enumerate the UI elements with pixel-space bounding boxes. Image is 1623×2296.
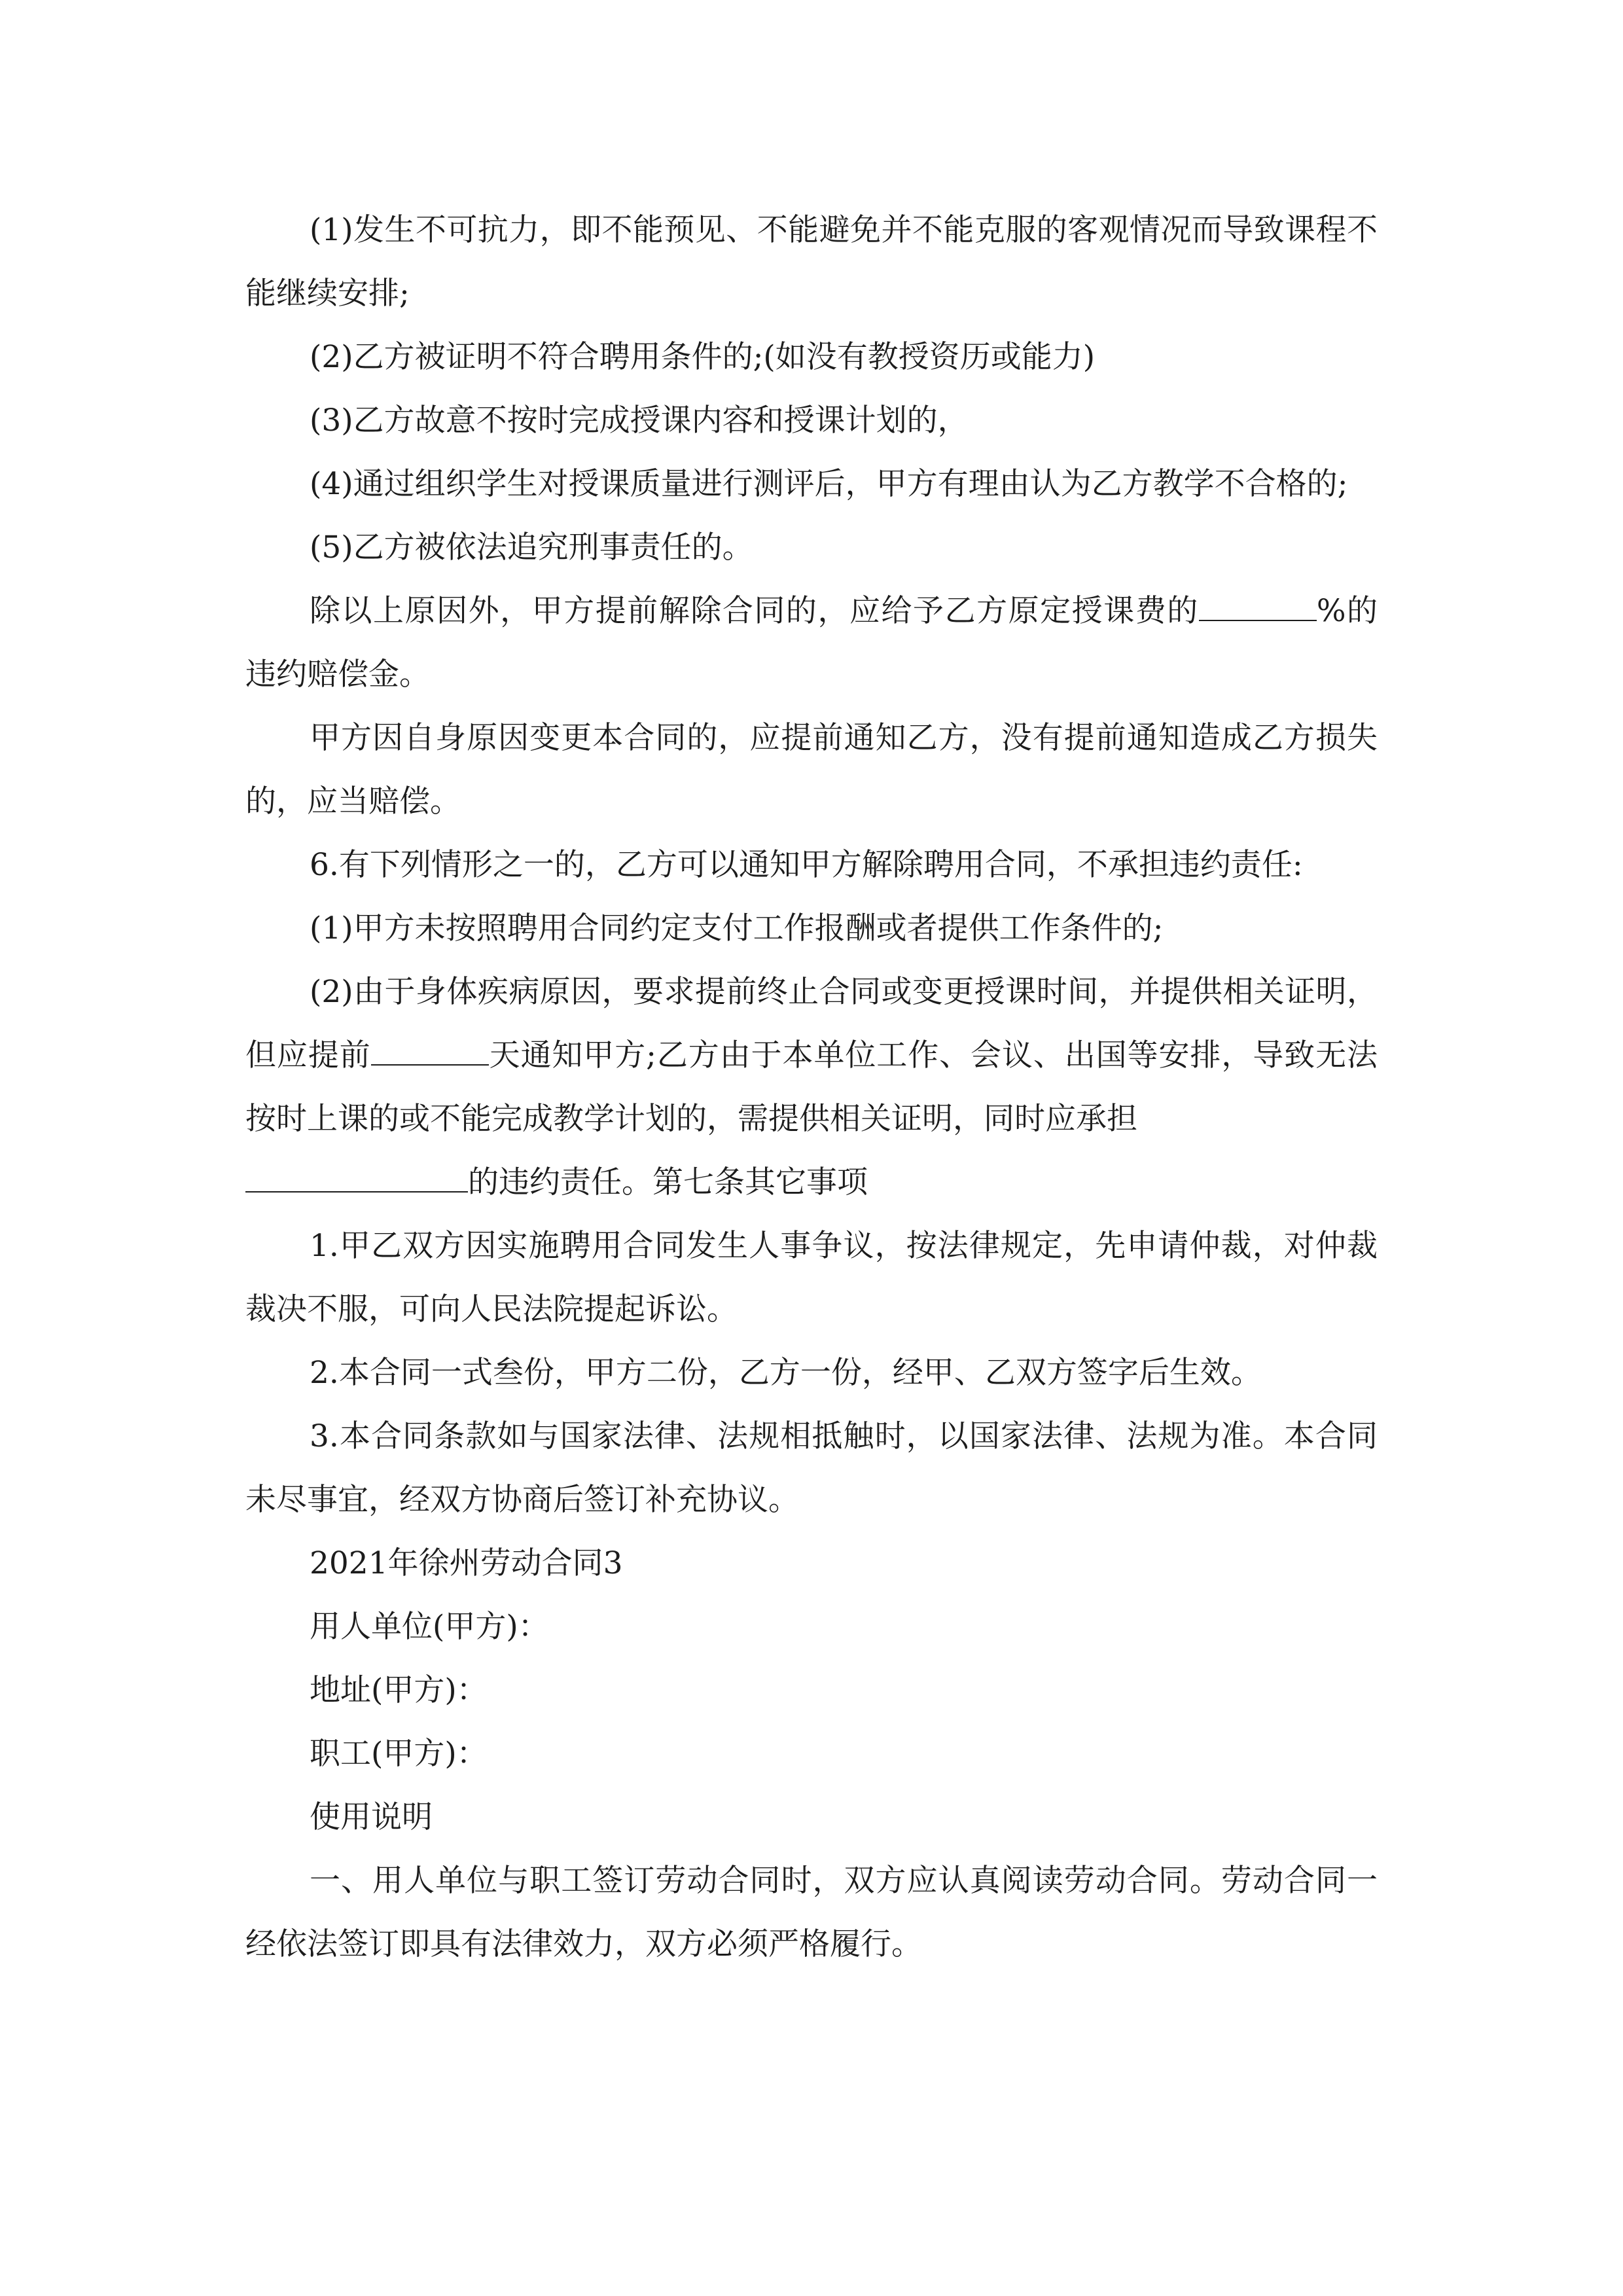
clause-6-1: (1)甲方未按照聘用合同约定支付工作报酬或者提供工作条件的; — [310, 910, 1164, 946]
clause-criminal-liability: (5)乙方被依法追究刑事责任的。 — [310, 529, 753, 565]
clause-contract-change: 甲方因自身原因变更本合同的，应提前通知乙方，没有提前通知造成乙方损失的，应当赔偿。 — [245, 720, 1378, 819]
employer-label: 用人单位(甲方)： — [310, 1609, 549, 1645]
text-segment: (2)由于身体疾病原因，要求提前终止合同或变更授课时间，并提供相关证明，但应提前 — [245, 974, 1378, 1073]
instructions-heading: 使用说明 — [310, 1799, 433, 1835]
article-7-item-1: 1.甲乙双方因实施聘用合同发生人事争议，按法律规定，先申请仲裁，对仲裁裁决不服，可向人民法院提起诉讼。 — [245, 1228, 1378, 1327]
instructions-item-1: 一、用人单位与职工签订劳动合同时，双方应认真阅读劳动合同。劳动合同一经依法签订即具有法律效力，双方必须严格履行。 — [245, 1863, 1378, 1962]
blank-days-field[interactable] — [371, 1035, 489, 1066]
address-label: 地址(甲方)： — [310, 1672, 488, 1708]
article-7-item-3: 3.本合同条款如与国家法律、法规相抵触时，以国家法律、法规为准。本合同未尽事宜，经双方协商后签订补充协议。 — [245, 1418, 1378, 1518]
clause-evaluation-fail: (4)通过组织学生对授课质量进行测评后，甲方有理由认为乙方教学不合格的; — [310, 466, 1348, 502]
clause-force-majeure: (1)发生不可抗力，即不能预见、不能避免并不能克服的客观情况而导致课程不能继续安排; — [245, 212, 1378, 312]
clause-unqualified: (2)乙方被证明不符合聘用条件的;(如没有教授资历或能力) — [310, 339, 1096, 375]
document-body — [245, 198, 1378, 1976]
text-segment: 的违约责任。第七条其它事项 — [468, 1164, 868, 1200]
blank-percentage-field[interactable] — [1199, 591, 1317, 621]
article-7-item-2: 2.本合同一式叁份，甲方二份，乙方一份，经甲、乙双方签字后生效。 — [310, 1355, 1262, 1391]
text-segment: 天通知甲方;乙方由于本单位工作、会议、出国等安排，导致无法按时上课的或不能完成教学计划的，需提供相关证明，同时应承担 — [245, 1037, 1378, 1137]
text-segment: %的违约赔偿金。 — [245, 593, 1378, 692]
contract-title: 2021年徐州劳动合同3 — [310, 1545, 623, 1581]
clause-early-termination-compensation — [245, 579, 1378, 706]
employee-label: 职工(甲方)： — [310, 1736, 488, 1772]
clause-6-2 — [245, 960, 1378, 1214]
blank-liability-field[interactable] — [245, 1162, 468, 1193]
clause-6-heading: 6.有下列情形之一的，乙方可以通知甲方解除聘用合同，不承担违约责任: — [310, 847, 1303, 883]
clause-not-on-time: (3)乙方故意不按时完成授课内容和授课计划的， — [310, 403, 969, 439]
text-segment: 除以上原因外，甲方提前解除合同的，应给予乙方原定授课费的 — [310, 593, 1199, 629]
